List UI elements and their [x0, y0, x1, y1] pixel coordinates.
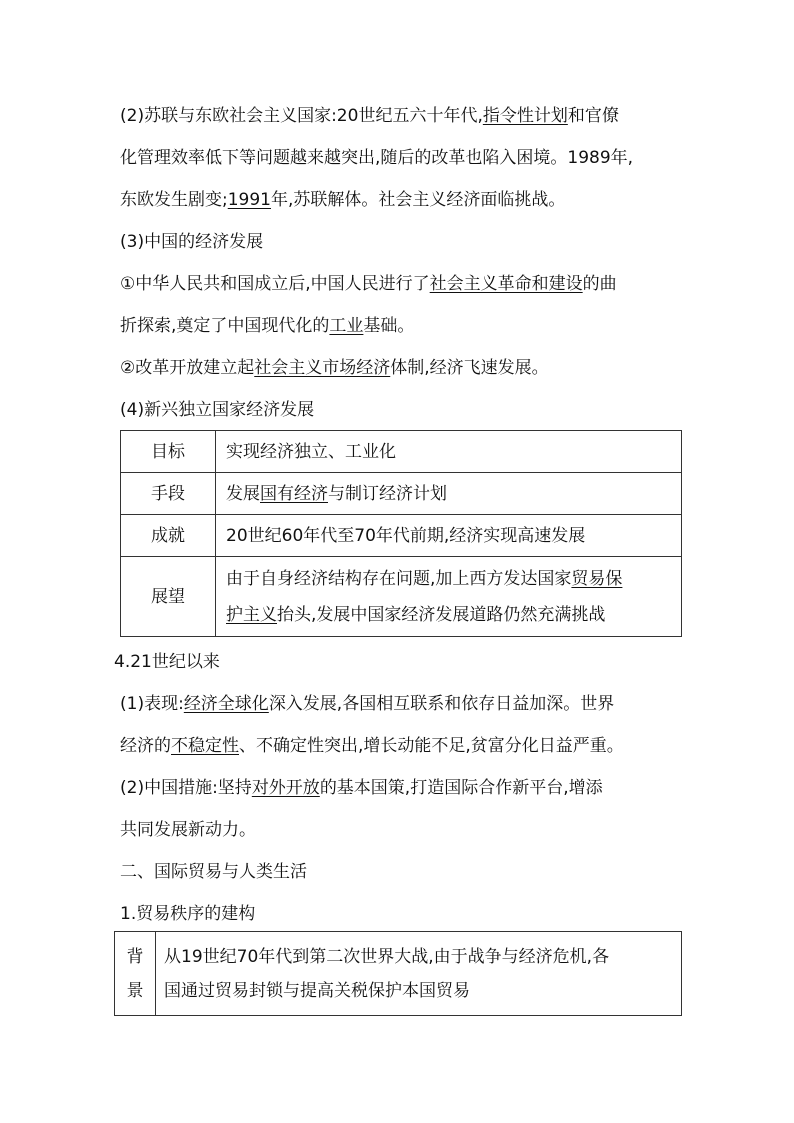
row-label: 目标 — [121, 431, 216, 473]
table-row — [121, 431, 682, 473]
table-row — [121, 515, 682, 557]
text: 与制订经济计划 — [328, 483, 447, 504]
row-content-line-2: 国通过贸易封锁与提高关税保护本国贸易 — [164, 980, 470, 1001]
row-content — [156, 932, 682, 1016]
row-content-line-2 — [226, 597, 680, 633]
row-label: 手段 — [121, 473, 216, 515]
text: (1)表现: — [120, 694, 184, 714]
paragraph-china-1-line-1 — [120, 272, 617, 296]
underlined-term: 不稳定性 — [171, 736, 239, 756]
paragraph-ussr-line-1 — [120, 104, 619, 128]
underlined-term: 经济全球化 — [183, 694, 269, 714]
underlined-term: 1991 — [227, 190, 271, 210]
text: 体制,经济飞速发展。 — [390, 358, 549, 378]
underlined-term: 对外开放 — [251, 778, 320, 798]
row-label: 成就 — [121, 515, 216, 557]
row-content: 实现经济独立、工业化 — [216, 431, 682, 473]
text: ②改革开放建立起 — [120, 358, 255, 378]
row-label-char: 背 — [126, 946, 144, 967]
paragraph-china-measures-line-2: 共同发展新动力。 — [120, 820, 256, 840]
paragraph-manifestation-line-1 — [120, 692, 614, 716]
text: 和官僚 — [567, 106, 619, 126]
underlined-term: 贸易保 — [571, 568, 623, 589]
section-heading-trade: 二、国际贸易与人类生活 — [120, 862, 307, 882]
text: (2)中国措施:坚持 — [120, 778, 252, 798]
row-content — [216, 473, 682, 515]
row-content — [216, 557, 682, 637]
underlined-term: 护主义 — [226, 604, 277, 625]
text: 年,苏联解体。社会主义经济面临挑战。 — [271, 190, 566, 210]
row-content: 20世纪60年代至70年代前期,经济实现高速发展 — [216, 515, 682, 557]
paragraph-china-1-line-2 — [120, 314, 414, 338]
new-nations-table — [120, 430, 682, 637]
underlined-term: 国有经济 — [260, 483, 328, 504]
paragraph-manifestation-line-2 — [120, 734, 624, 758]
text: 、不确定性突出,增长动能不足,贫富分化日益严重。 — [239, 736, 624, 756]
row-label: 展望 — [121, 557, 216, 637]
text: 发展 — [226, 483, 260, 504]
table-row — [115, 932, 682, 1016]
heading-trade-order: 1.贸易秩序的建构 — [120, 904, 256, 924]
underlined-term: 工业 — [329, 316, 364, 336]
row-content-line-1 — [226, 561, 680, 597]
underlined-term: 社会主义革命和建设 — [429, 274, 583, 294]
row-content-line-1: 从19世纪70年代到第二次世界大战,由于战争与经济危机,各 — [164, 946, 610, 967]
heading-china-economy: (3)中国的经济发展 — [120, 232, 264, 252]
text: 基础。 — [363, 316, 415, 336]
heading-21st-century: 4.21世纪以来 — [114, 652, 220, 672]
text: 的曲 — [582, 274, 617, 294]
underlined-term: 指令性计划 — [482, 106, 568, 126]
text: 折探索,奠定了中国现代化的 — [120, 316, 330, 336]
table-row — [121, 557, 682, 637]
trade-background-table — [114, 931, 682, 1016]
row-label — [115, 932, 156, 1016]
text: ①中华人民共和国成立后,中国人民进行了 — [120, 274, 430, 294]
underlined-term: 社会主义市场经济 — [254, 358, 391, 378]
table-row — [121, 473, 682, 515]
text: 的基本国策,打造国际合作新平台,增添 — [319, 778, 603, 798]
paragraph-ussr-line-2: 化管理效率低下等问题越来越突出,随后的改革也陷入困境。1989年, — [120, 148, 634, 168]
heading-new-nations: (4)新兴独立国家经济发展 — [120, 400, 315, 420]
text: 东欧发生剧变; — [120, 190, 228, 210]
text: (2)苏联与东欧社会主义国家:20世纪五六十年代, — [120, 106, 483, 126]
text: 由于自身经济结构存在问题,加上西方发达国家 — [226, 568, 572, 589]
paragraph-china-2 — [120, 356, 549, 380]
row-label-char: 景 — [126, 980, 144, 1001]
paragraph-ussr-line-3 — [120, 188, 565, 212]
text: 经济的 — [120, 736, 171, 756]
paragraph-china-measures-line-1 — [120, 776, 603, 800]
text: 深入发展,各国相互联系和依存日益加深。世界 — [268, 694, 615, 714]
text: 抬头,发展中国家经济发展道路仍然充满挑战 — [277, 604, 606, 625]
